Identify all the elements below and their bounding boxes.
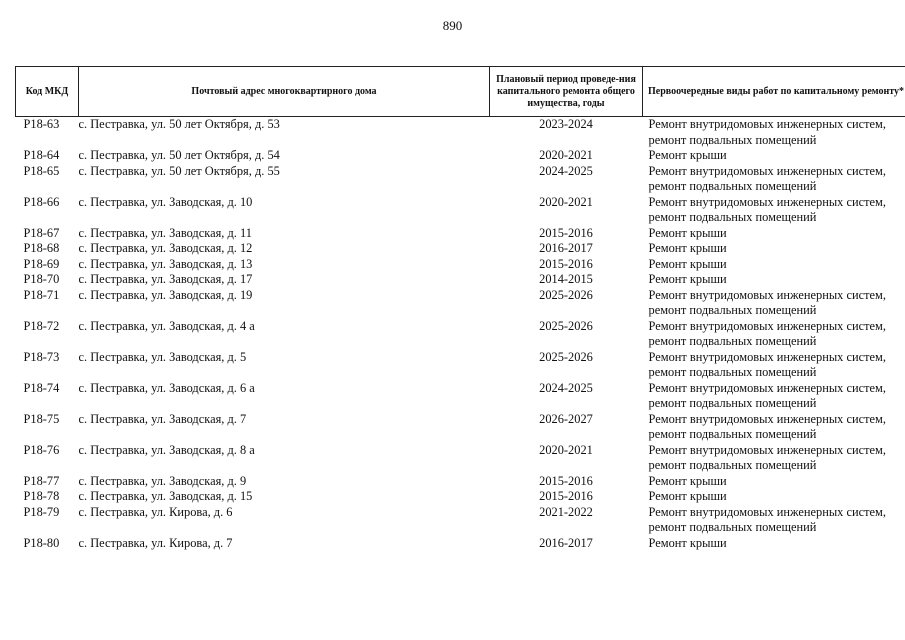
table-row: [16, 272, 905, 288]
cell-period: 2021-2022: [539, 504, 593, 519]
cell-period: 2024-2025: [539, 380, 593, 395]
cell-code: Р18-68: [23, 241, 60, 255]
cell-address: с. Пестравка, ул. Заводская, д. 9: [78, 473, 247, 488]
cell-code: Р18-70: [23, 272, 60, 286]
cell-address: с. Пестравка, ул. Заводская, д. 11: [78, 225, 252, 240]
cell-address: с. Пестравка, ул. Заводская, д. 10: [78, 194, 253, 209]
table-row: [16, 117, 905, 149]
cell-address: с. Пестравка, ул. Заводская, д. 4 а: [78, 318, 255, 333]
cell-period: 2020-2021: [539, 148, 593, 162]
works-line: Ремонт внутридомовых инженерных систем,: [648, 504, 886, 519]
cell-period: 2025-2026: [539, 318, 593, 333]
cell-code: Р18-64: [23, 148, 60, 162]
cell-code: Р18-72: [23, 318, 60, 333]
table-row: [16, 505, 905, 536]
cell-code: Р18-69: [23, 256, 60, 271]
works-line: ремонт подвальных помещений: [648, 520, 817, 534]
cell-code: Р18-74: [23, 380, 60, 395]
cell-works: [643, 489, 905, 505]
cell-works: [643, 257, 905, 273]
cell-works: [643, 241, 905, 257]
works-line: Ремонт крыши: [648, 473, 727, 488]
cell-period: 2024-2025: [539, 163, 593, 178]
works-line: Ремонт крыши: [648, 535, 727, 550]
cell-period: 2020-2021: [539, 442, 593, 457]
table-row: [16, 257, 905, 273]
cell-period: 2025-2026: [539, 349, 593, 364]
cell-period: 2020-2021: [539, 194, 593, 209]
cell-works: [643, 505, 905, 536]
header-period: Плановый период проведе-ния капитального ремонта общего имущества, годы: [490, 67, 643, 117]
works-line: Ремонт крыши: [648, 256, 727, 271]
cell-works: [643, 536, 905, 552]
table-row: [16, 443, 905, 474]
table-row: [16, 536, 905, 552]
cell-address: с. Пестравка, ул. 50 лет Октября, д. 54: [78, 148, 280, 162]
works-line: Ремонт крыши: [648, 148, 727, 162]
cell-code: Р18-79: [23, 504, 60, 519]
cell-period: 2016-2017: [539, 241, 593, 255]
cell-period: 2015-2016: [539, 473, 593, 488]
cell-works: [643, 474, 905, 490]
table-row: [16, 319, 905, 350]
cell-works: [643, 164, 905, 195]
cell-period: 2016-2017: [539, 535, 593, 550]
cell-period: 2015-2016: [539, 489, 593, 503]
works-line: Ремонт внутридомовых инженерных систем,: [648, 163, 886, 178]
works-line: Ремонт крыши: [648, 272, 727, 286]
table-row: [16, 241, 905, 257]
works-line: ремонт подвальных помещений: [648, 132, 817, 147]
cell-code: Р18-78: [23, 489, 60, 503]
cell-code: Р18-65: [23, 163, 60, 178]
header-address: Почтовый адрес многоквартирного дома: [79, 67, 490, 117]
header-row: [16, 67, 905, 117]
works-line: ремонт подвальных помещений: [648, 365, 817, 379]
repair-schedule-table: [15, 66, 905, 551]
cell-address: с. Пестравка, ул. Заводская, д. 15: [78, 489, 253, 503]
cell-address: с. Пестравка, ул. Заводская, д. 6 а: [78, 380, 255, 395]
cell-address: с. Пестравка, ул. Заводская, д. 13: [78, 256, 253, 271]
works-line: ремонт подвальных помещений: [648, 303, 817, 317]
cell-works: [643, 412, 905, 443]
cell-address: с. Пестравка, ул. 50 лет Октября, д. 53: [78, 117, 280, 131]
cell-code: Р18-63: [23, 117, 60, 131]
table-row: [16, 412, 905, 443]
cell-code: Р18-80: [23, 535, 60, 550]
cell-address: с. Пестравка, ул. 50 лет Октября, д. 55: [78, 163, 280, 178]
cell-code: Р18-71: [23, 287, 60, 302]
cell-works: [643, 319, 905, 350]
works-line: Ремонт крыши: [648, 241, 727, 255]
cell-works: [643, 350, 905, 381]
works-line: Ремонт внутридомовых инженерных систем,: [648, 411, 886, 426]
table-row: [16, 148, 905, 164]
works-line: ремонт подвальных помещений: [648, 427, 817, 441]
cell-code: Р18-67: [23, 225, 60, 240]
cell-works: [643, 443, 905, 474]
table-row: [16, 489, 905, 505]
works-line: Ремонт внутридомовых инженерных систем,: [648, 318, 886, 333]
works-line: ремонт подвальных помещений: [648, 396, 817, 410]
header-code: Код МКД: [16, 67, 79, 117]
works-line: ремонт подвальных помещений: [648, 334, 817, 348]
cell-address: с. Пестравка, ул. Заводская, д. 7: [78, 411, 247, 426]
cell-period: 2015-2016: [539, 256, 593, 271]
table-body: [16, 117, 905, 552]
cell-code: Р18-76: [23, 442, 60, 457]
cell-period: 2014-2015: [539, 272, 593, 286]
cell-code: Р18-77: [23, 473, 60, 488]
table-row: [16, 381, 905, 412]
table-row: [16, 288, 905, 319]
cell-code: Р18-73: [23, 349, 60, 364]
cell-period: 2026-2027: [539, 411, 593, 426]
header-works: Первоочередные виды работ по капитальному ремонту*: [643, 67, 905, 117]
cell-works: [643, 148, 905, 164]
cell-code: Р18-75: [23, 411, 60, 426]
cell-address: с. Пестравка, ул. Кирова, д. 6: [78, 504, 233, 519]
cell-address: с. Пестравка, ул. Заводская, д. 12: [78, 241, 253, 255]
cell-address: с. Пестравка, ул. Заводская, д. 19: [78, 287, 253, 302]
cell-works: [643, 117, 905, 149]
cell-period: 2023-2024: [539, 117, 593, 131]
table-header: [16, 67, 905, 117]
cell-works: [643, 272, 905, 288]
page-number: 890: [442, 18, 463, 33]
cell-address: с. Пестравка, ул. Заводская, д. 8 а: [78, 442, 255, 457]
works-line: Ремонт крыши: [648, 225, 727, 240]
works-line: Ремонт внутридомовых инженерных систем,: [648, 349, 886, 364]
cell-code: Р18-66: [23, 194, 60, 209]
works-line: ремонт подвальных помещений: [648, 210, 817, 224]
cell-works: [643, 288, 905, 319]
cell-address: с. Пестравка, ул. Заводская, д. 17: [78, 272, 253, 286]
table-row: [16, 195, 905, 226]
cell-works: [643, 381, 905, 412]
repair-schedule-table-container: [15, 66, 904, 551]
works-line: Ремонт внутридомовых инженерных систем,: [648, 117, 886, 131]
works-line: Ремонт внутридомовых инженерных систем,: [648, 287, 886, 302]
works-line: ремонт подвальных помещений: [648, 179, 817, 193]
works-line: Ремонт крыши: [648, 489, 727, 503]
cell-address: с. Пестравка, ул. Заводская, д. 5: [78, 349, 247, 364]
cell-address: с. Пестравка, ул. Кирова, д. 7: [78, 535, 233, 550]
table-row: [16, 226, 905, 242]
table-row: [16, 164, 905, 195]
works-line: Ремонт внутридомовых инженерных систем,: [648, 194, 886, 209]
cell-works: [643, 195, 905, 226]
table-row: [16, 474, 905, 490]
cell-period: 2015-2016: [539, 225, 593, 240]
table-row: [16, 350, 905, 381]
works-line: ремонт подвальных помещений: [648, 458, 817, 472]
cell-works: [643, 226, 905, 242]
works-line: Ремонт внутридомовых инженерных систем,: [648, 442, 886, 457]
cell-period: 2025-2026: [539, 287, 593, 302]
works-line: Ремонт внутридомовых инженерных систем,: [648, 380, 886, 395]
